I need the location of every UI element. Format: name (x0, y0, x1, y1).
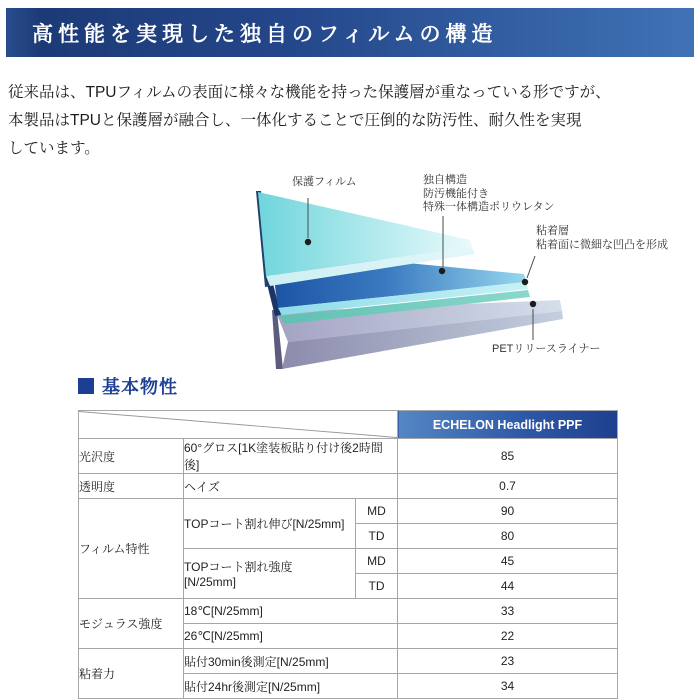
table-row (79, 599, 618, 624)
td-label: TD (356, 574, 398, 599)
value-modulus-18: 33 (398, 599, 618, 624)
page-title-bar (6, 8, 694, 57)
label-unique-structure-line2: 防汚機能付き (423, 187, 489, 200)
condition-modulus-18: 18℃[N/25mm] (184, 599, 398, 624)
label-unique-structure-line3: 特殊一体構造ポリウレタン (423, 201, 555, 213)
condition-adhesion-24hr: 貼付24hr後測定[N/25mm] (184, 674, 398, 699)
diagonal-line (79, 411, 397, 438)
md-label: MD (356, 499, 398, 524)
value-elongation-md: 90 (398, 499, 618, 524)
value-adhesion-30min: 23 (398, 649, 618, 674)
table-row (79, 499, 618, 524)
heading-text: 基本物性 (102, 377, 178, 397)
td-label: TD (356, 524, 398, 549)
label-adhesive-layer (536, 225, 668, 252)
intro-line-3: しています。 (8, 140, 100, 157)
label-adhesive-line1: 粘着層 (536, 225, 569, 237)
label-unique-structure-line1: 独自構造 (423, 174, 467, 186)
label-adhesive-line2: 粘着面に微細な凹凸を形成 (536, 238, 668, 251)
condition-strength: TOPコート割れ強度 [N/25mm] (184, 549, 356, 599)
label-unique-structure (423, 174, 555, 215)
value-haze: 0.7 (398, 474, 618, 499)
condition-elongation: TOPコート割れ伸び[N/25mm] (184, 499, 356, 549)
page-title: 高性能を実現した独自のフィルムの構造 (32, 21, 498, 46)
value-strength-td: 44 (398, 574, 618, 599)
table-row (79, 474, 618, 499)
condition-modulus-26: 26℃[N/25mm] (184, 624, 398, 649)
basic-properties-table (78, 410, 618, 699)
basic-properties-heading (78, 373, 178, 399)
intro-line-1: 従来品は、TPUフィルムの表面に様々な機能を持った保護層が重なっている形ですが、 (8, 84, 611, 101)
heading-square-icon (78, 378, 94, 394)
table-row (79, 439, 618, 474)
intro-line-2: 本製品はTPUと保護層が融合し、一体化することで圧倒的な防汚性、耐久性を実現 (8, 112, 582, 129)
condition-haze: ヘイズ (184, 474, 398, 499)
category-haze: 透明度 (79, 474, 184, 499)
value-modulus-26: 22 (398, 624, 618, 649)
value-gloss: 85 (398, 439, 618, 474)
table-header-row (79, 411, 618, 439)
category-gloss: 光沢度 (79, 439, 184, 474)
category-film: フィルム特性 (79, 499, 184, 599)
condition-gloss: 60°グロス[1K塗装板貼り付け後2時間後] (184, 439, 398, 474)
md-label: MD (356, 549, 398, 574)
value-strength-md: 45 (398, 549, 618, 574)
condition-adhesion-30min: 貼付30min後測定[N/25mm] (184, 649, 398, 674)
label-pet-liner: PETリリースライナー (492, 343, 601, 355)
category-adhesion: 粘着力 (79, 649, 184, 699)
diagonal-header-cell (79, 411, 398, 439)
label-protective-film: 保護フィルム (292, 176, 357, 188)
film-structure-diagram (230, 172, 670, 370)
category-modulus: モジュラス強度 (79, 599, 184, 649)
value-elongation-td: 80 (398, 524, 618, 549)
table-row (79, 649, 618, 674)
spec-table-container (78, 410, 618, 699)
product-header-cell: ECHELON Headlight PPF (398, 411, 618, 439)
value-adhesion-24hr: 34 (398, 674, 618, 699)
intro-paragraph (8, 79, 688, 163)
